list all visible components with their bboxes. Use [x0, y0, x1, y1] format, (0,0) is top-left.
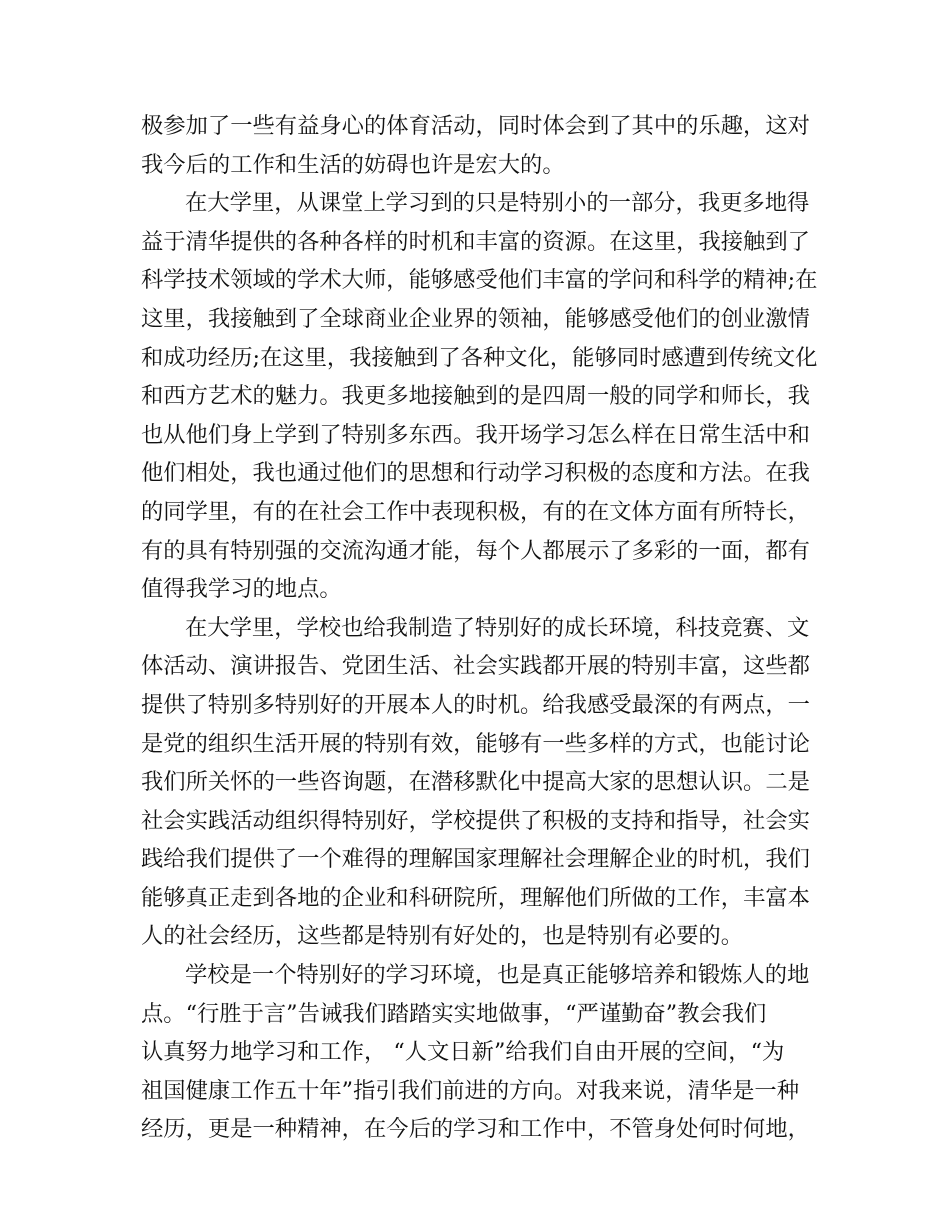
- text-line: 我们所关怀的一些咨询题，在潜移默化中提高大家的思想认识。二是: [141, 769, 810, 796]
- text-line: 人的社会经历，这些都是特别有好处的，也是特别有必要的。: [141, 923, 744, 950]
- text-line: 他们相处，我也通过他们的思想和行动学习积极的态度和方法。在我: [141, 460, 810, 487]
- text-line: 和成功经历;在这里，我接触到了各种文化，能够同时感遭到传统文化: [141, 344, 818, 371]
- text-line: 科学技术领域的学术大师，能够感受他们丰富的学问和科学的精神;在: [141, 267, 818, 294]
- paragraph-first-line: 学校是一个特别好的学习环境，也是真正能够培养和锻炼人的地: [185, 962, 810, 989]
- text-line: 也从他们身上学到了特别多东西。我开场学习怎么样在日常生活中和: [141, 421, 810, 448]
- paragraph-first-line: 在大学里，学校也给我制造了特别好的成长环境，科技竞赛、文: [185, 614, 810, 641]
- text-line: 极参加了一些有益身心的体育活动，同时体会到了其中的乐趣，这对: [141, 113, 810, 139]
- text-line: 值得我学习的地点。: [141, 576, 342, 603]
- text-line: 是党的组织生活开展的特别有效，能够有一些多样的方式，也能讨论: [141, 730, 810, 757]
- paragraph-first-line: 在大学里，从课堂上学习到的只是特别小的一部分，我更多地得: [185, 190, 810, 217]
- body-text: [141, 107, 818, 1149]
- text-line: 点。“行胜于言”告诫我们踏踏实实地做事，“严谨勤奋”教会我们: [141, 1000, 767, 1027]
- text-line: 提供了特别多特别好的开展本人的时机。给我感受最深的有两点，一: [141, 691, 810, 718]
- text-line: 认真努力地学习和工作， “人文日新”给我们自由开展的空间，“为: [141, 1039, 785, 1066]
- text-line: 祖国健康工作五十年”指引我们前进的方向。对我来说，清华是一种: [141, 1077, 800, 1104]
- text-line: 能够真正走到各地的企业和科研院所，理解他们所做的工作，丰富本: [141, 884, 810, 911]
- text-line: 经历，更是一种精神，在今后的学习和工作中，不管身处何时何地，: [141, 1116, 810, 1143]
- text-line: 践给我们提供了一个难得的理解国家理解社会理解企业的时机，我们: [141, 846, 810, 873]
- text-line: 我今后的工作和生活的妨碍也许是宏大的。: [141, 151, 565, 178]
- text-line: 的同学里，有的在社会工作中表现积极，有的在文体方面有所特长，: [141, 498, 810, 525]
- text-line: 和西方艺术的魅力。我更多地接触到的是四周一般的同学和师长，我: [141, 383, 810, 410]
- text-line: 有的具有特别强的交流沟通才能，每个人都展示了多彩的一面，都有: [141, 537, 810, 564]
- text-line: 这里，我接触到了全球商业企业界的领袖，能够感受他们的创业激情: [141, 305, 810, 332]
- text-line: 体活动、演讲报告、党团生活、社会实践都开展的特别丰富，这些都: [141, 653, 810, 680]
- text-line: 益于清华提供的各种各样的时机和丰富的资源。在这里，我接触到了: [141, 228, 810, 255]
- text-line: 社会实践活动组织得特别好，学校提供了积极的支持和指导，社会实: [141, 807, 810, 834]
